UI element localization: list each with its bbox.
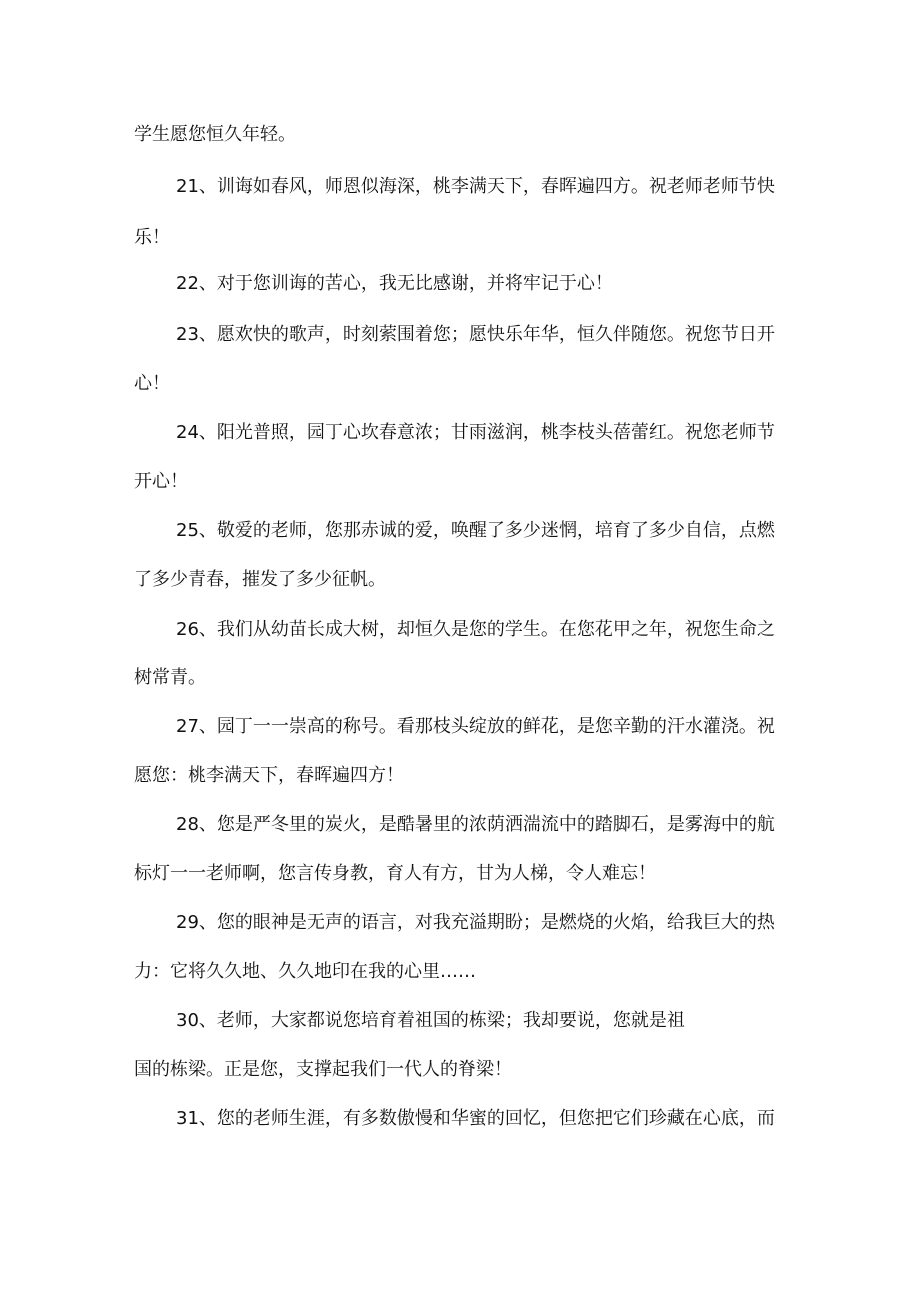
- text-line: 28、您是严冬里的炭火，是酷暑里的浓荫洒湍流中的踏脚石，是雾海中的航: [176, 814, 775, 835]
- text-line: 树常青。: [134, 667, 206, 688]
- text-line: 31、您的老师生涯，有多数傲慢和华蜜的回忆，但您把它们珍藏在心底，而: [176, 1108, 775, 1129]
- text-line: 国的栋梁。正是您，支撑起我们一代人的脊梁！: [134, 1059, 512, 1080]
- text-line: 27、园丁一一崇高的称号。看那枝头绽放的鲜花，是您辛勤的汗水灌浇。祝: [176, 716, 775, 737]
- text-line: 学生愿您恒久年轻。: [134, 124, 296, 145]
- text-line: 愿您：桃李满天下，春晖遍四方！: [134, 765, 404, 786]
- text-line: 力：它将久久地、久久地印在我的心里……: [134, 961, 476, 982]
- text-line: 开心！: [134, 471, 188, 492]
- text-line: 23、愿欢快的歌声，时刻萦围着您；愿快乐年华，恒久伴随您。祝您节日开: [176, 324, 775, 345]
- text-line: 26、我们从幼苗长成大树，却恒久是您的学生。在您花甲之年，祝您生命之: [176, 619, 775, 640]
- text-line: 24、阳光普照，园丁心坎春意浓；甘雨滋润，桃李枝头蓓蕾红。祝您老师节: [176, 422, 775, 443]
- text-line: 25、敬爱的老师，您那赤诚的爱，唤醒了多少迷惘，培育了多少自信，点燃: [176, 520, 775, 541]
- text-line: 21、训诲如春风，师恩似海深，桃李满天下，春晖遍四方。祝老师老师节快: [176, 176, 775, 197]
- text-line: 30、老师，大家都说您培育着祖国的栋梁；我却要说，您就是祖: [176, 1010, 685, 1031]
- text-line: 乐！: [134, 227, 170, 248]
- text-line: 心！: [134, 373, 170, 394]
- text-line: 22、对于您训诲的苦心，我无比感谢，并将牢记于心！: [176, 273, 613, 294]
- text-line: 了多少青春，摧发了多少征帆。: [134, 569, 386, 590]
- text-line: 标灯一一老师啊，您言传身教，育人有方，甘为人梯，令人难忘！: [134, 863, 656, 884]
- text-line: 29、您的眼神是无声的语言，对我充溢期盼；是燃烧的火焰，给我巨大的热: [176, 912, 775, 933]
